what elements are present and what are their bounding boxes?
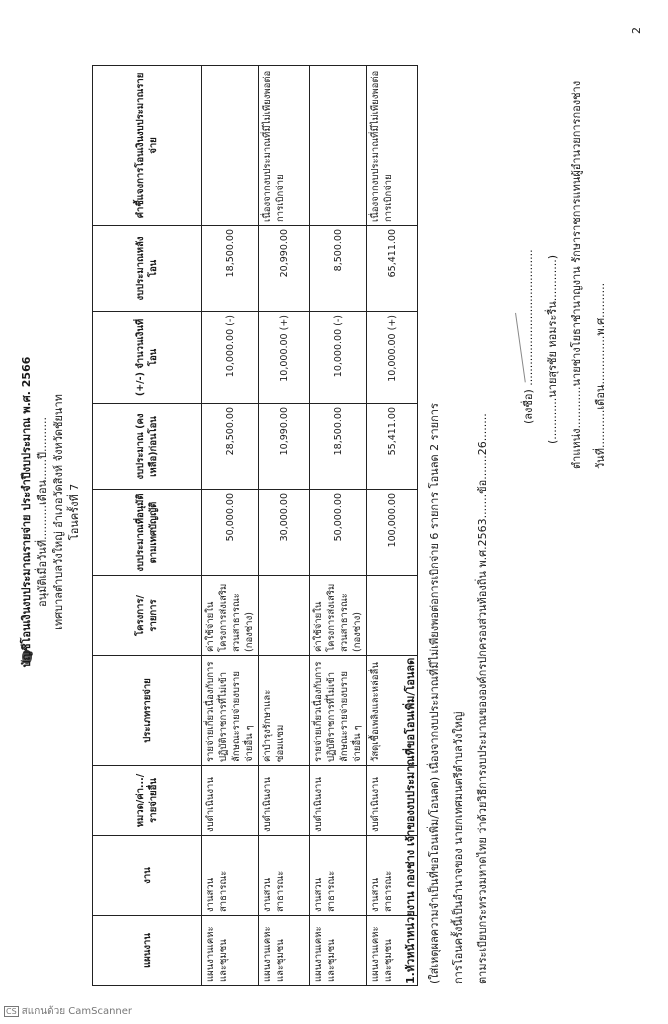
transfer-number: โอนครั้งที่ 7 [68, 483, 81, 541]
plan-cell: แผนงานเคหะและชุมชน [367, 916, 418, 986]
column-header: งบประมาณที่อนุมัติตามเทศบัญญัติ [93, 490, 202, 576]
table-header-row [93, 66, 202, 986]
signer-position: ตำแหน่ง............นายช่างโยธาชำนาญงาน รักษาราชการแทนผู้อำนวยการกองช่าง [570, 80, 583, 469]
approved-cell: 30,000.00 [259, 490, 310, 576]
budget-transfer-table [92, 65, 418, 986]
column-header: งาน [93, 836, 202, 916]
plan-cell: แผนงานเคหะและชุมชน [202, 916, 259, 986]
approved-cell: 100,000.00 [367, 490, 418, 576]
note-authority: การโอนครั้งนี้เป็นอำนาจของ นายกเทศมนตรีตำบลวังใหญ่ [452, 711, 465, 984]
signature-label: (ลงชื่อ) ....................................... [522, 249, 535, 424]
column-header: คำชี้แจงการโอนเงินงบประมาณรายจ่าย [93, 66, 202, 226]
after-cell: 20,990.00 [259, 226, 310, 312]
document-title: บัญชีโอนเงินงบประมาณรายจ่าย ประจำปีงบประมาณ พ.ศ. 2566 [20, 356, 33, 668]
column-header: ประเภทรายจ่าย [93, 656, 202, 766]
reason-cell: เนื่องจากงบประมาณที่มีไม่เพียงพอต่อการเบิกจ่าย [367, 66, 418, 226]
approval-date-line: อนุมัติเมื่อวันที่..........เดือน......ปี.......... [36, 417, 49, 608]
amount-cell: 10,000.00 (+) [367, 312, 418, 404]
approved-cell: 50,000.00 [202, 490, 259, 576]
category-cell: งบดำเนินงาน [367, 766, 418, 836]
column-header: (+/-) จำนวนเงินที่โอน [93, 312, 202, 404]
category-cell: งบดำเนินงาน [202, 766, 259, 836]
project-cell: ค่าใช้จ่ายในโครงการส่งเสริมสวนสาธารณะ (กองช่าง) [310, 576, 367, 656]
note-reason: (ใส่เหตุผลความจำเป็นที่ขอโอนเพิ่ม/โอนลด) เนื่องจากงบประมาณที่มีไม่เพียงพอต่อการเบิกจ่าย 6 รายการ โอนลด 2 รายการ [428, 403, 441, 984]
signature-date: วันที่...........เดือน..............พ.ศ.......... [594, 282, 607, 469]
project-cell: ค่าใช้จ่ายในโครงการส่งเสริมสวนสาธารณะ (กองช่าง) [202, 576, 259, 656]
table-row [310, 66, 367, 986]
work-cell: งานสวนสาธารณะ [202, 836, 259, 916]
note-department-head: 1.หัวหน้าหน่วยงาน กองช่าง เจ้าของงบประมาณที่ขอโอนเพิ่ม/โอนลด [404, 657, 417, 984]
table-row [259, 66, 310, 986]
after-cell: 18,500.00 [202, 226, 259, 312]
amount-cell: 10,000.00 (-) [310, 312, 367, 404]
project-cell [259, 576, 310, 656]
after-cell: 8,500.00 [310, 226, 367, 312]
note-regulation: ตามระเบียบกระทรวงมหาดไทย ว่าด้วยวิธีการงบประมาณขององค์กรปกครองส่วนท้องถิ่น พ.ศ.2563.......ข้อ.......26........ [476, 413, 489, 984]
scanner-label: สแกนด้วย CamScanner [21, 1006, 133, 1017]
reason-cell [310, 66, 367, 226]
agency-name: เทศบาลตำบลวังใหญ่ อำเภอวัดสิงห์ จังหวัดชัยนาท [52, 394, 65, 630]
work-cell: งานสวนสาธารณะ [310, 836, 367, 916]
after-cell: 65,411.00 [367, 226, 418, 312]
amount-cell: 10,000.00 (-) [202, 312, 259, 404]
approved-cell: 50,000.00 [310, 490, 367, 576]
before-cell: 10,990.00 [259, 404, 310, 490]
page-number: 2 [630, 27, 643, 34]
column-header: งบประมาณ (คงเหลือ)ก่อนโอน [93, 404, 202, 490]
expense-type-cell: วัสดุเชื้อเพลิงและหล่อลื่น [367, 656, 418, 766]
expense-type-cell: ค่าบำรุงรักษาและซ่อมแซม [259, 656, 310, 766]
reason-cell [202, 66, 259, 226]
category-cell: งบดำเนินงาน [310, 766, 367, 836]
scanner-watermark [4, 1004, 132, 1019]
work-cell: งานสวนสาธารณะ [259, 836, 310, 916]
table-row [202, 66, 259, 986]
work-cell: งานสวนสาธารณะ [367, 836, 418, 916]
reason-cell: เนื่องจากงบประมาณที่มีไม่เพียงพอต่อการเบิกจ่าย [259, 66, 310, 226]
column-header: งบประมาณหลังโอน [93, 226, 202, 312]
column-header: หมวด/ค่า.../รายจ่ายอื่น [93, 766, 202, 836]
plan-cell: แผนงานเคหะและชุมชน [310, 916, 367, 986]
signer-name: (............นายสุรชัย หอมระรื่น............) [546, 254, 559, 444]
before-cell: 55,411.00 [367, 404, 418, 490]
before-cell: 28,500.00 [202, 404, 259, 490]
expense-type-cell: รายจ่ายเกี่ยวเนื่องกับการปฏิบัติราชการที่ไม่เข้าลักษณะรายจ่ายงบรายจ่ายอื่น ๆ [202, 656, 259, 766]
amount-cell: 10,000.00 (+) [259, 312, 310, 404]
before-cell: 18,500.00 [310, 404, 367, 490]
column-header: โครงการ/รายการ [93, 576, 202, 656]
category-cell: งบดำเนินงาน [259, 766, 310, 836]
camscanner-icon: CS [6, 1007, 17, 1016]
plan-cell: แผนงานเคหะและชุมชน [259, 916, 310, 986]
expense-type-cell: รายจ่ายเกี่ยวเนื่องกับการปฏิบัติราชการที่ไม่เข้าลักษณะรายจ่ายงบรายจ่ายอื่น ๆ [310, 656, 367, 766]
project-cell [367, 576, 418, 656]
column-header: แผนงาน [93, 916, 202, 986]
